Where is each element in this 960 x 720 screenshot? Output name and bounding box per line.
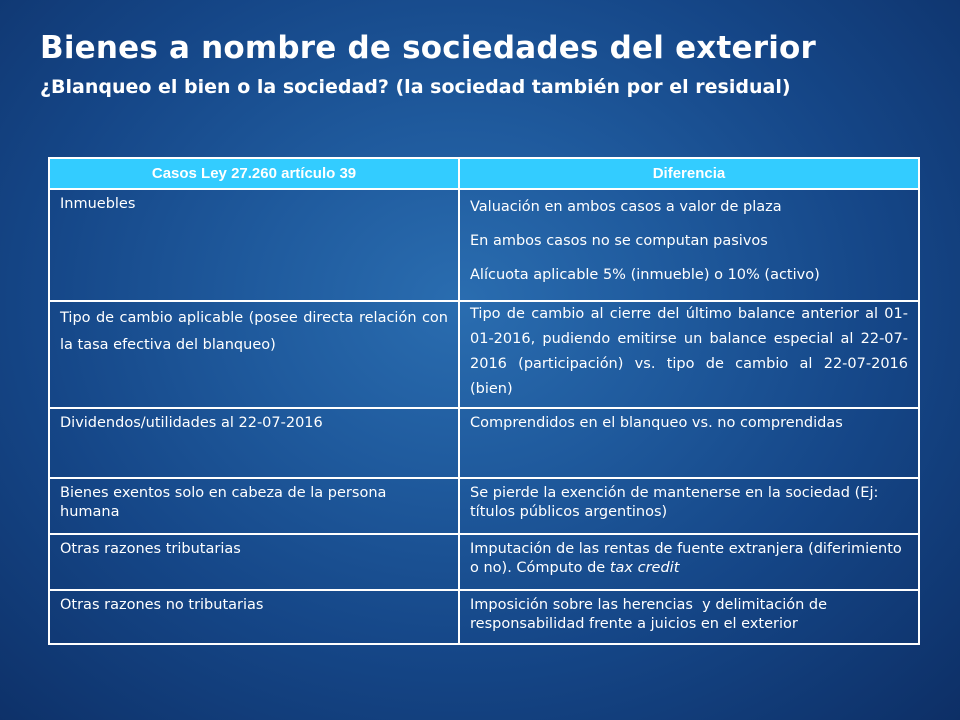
case-cell: Bienes exentos solo en cabeza de la persona humana <box>49 478 459 534</box>
difference-italic-text: tax credit <box>609 560 680 576</box>
case-cell: Otras razones no tributarias <box>49 590 459 644</box>
column-header-difference: Diferencia <box>459 158 919 189</box>
difference-cell: Se pierde la exención de mantenerse en la sociedad (Ej: títulos públicos argentinos) <box>459 478 919 534</box>
case-cell: Dividendos/utilidades al 22-07-2016 <box>49 408 459 478</box>
cases-table <box>48 157 920 645</box>
difference-cell <box>459 534 919 590</box>
case-cell: Inmuebles <box>49 189 459 301</box>
table-row <box>49 189 919 301</box>
slide-title: Bienes a nombre de sociedades del exterior <box>40 30 817 66</box>
table-row <box>49 534 919 590</box>
column-header-cases: Casos Ley 27.260 artículo 39 <box>49 158 459 189</box>
slide-subtitle: ¿Blanqueo el bien o la sociedad? (la sociedad también por el residual) <box>40 76 791 98</box>
table-row <box>49 478 919 534</box>
table-header-row <box>49 158 919 189</box>
case-cell: Otras razones tributarias <box>49 534 459 590</box>
difference-cell: Comprendidos en el blanqueo vs. no comprendidas <box>459 408 919 478</box>
difference-cell: Imposición sobre las herencias y delimitación de responsabilidad frente a juicios en el exterior <box>459 590 919 644</box>
difference-text: Imputación de las rentas de fuente extranjera (diferimiento o no). Cómputo de <box>470 541 902 576</box>
table-row <box>49 590 919 644</box>
table-row <box>49 301 919 408</box>
difference-cell <box>459 189 919 301</box>
difference-line: Valuación en ambos casos a valor de plaza <box>470 199 782 215</box>
difference-line: En ambos casos no se computan pasivos <box>470 233 768 249</box>
case-cell: Tipo de cambio aplicable (posee directa relación con la tasa efectiva del blanqueo) <box>49 301 459 408</box>
difference-line: Alícuota aplicable 5% (inmueble) o 10% (activo) <box>470 267 820 283</box>
difference-cell: Tipo de cambio al cierre del último balance anterior al 01-01-2016, pudiendo emitirse un balance especial al 22-07-2016 (participación) vs. tipo de cambio al 22-07-2016 (bien) <box>459 301 919 408</box>
table-row <box>49 408 919 478</box>
